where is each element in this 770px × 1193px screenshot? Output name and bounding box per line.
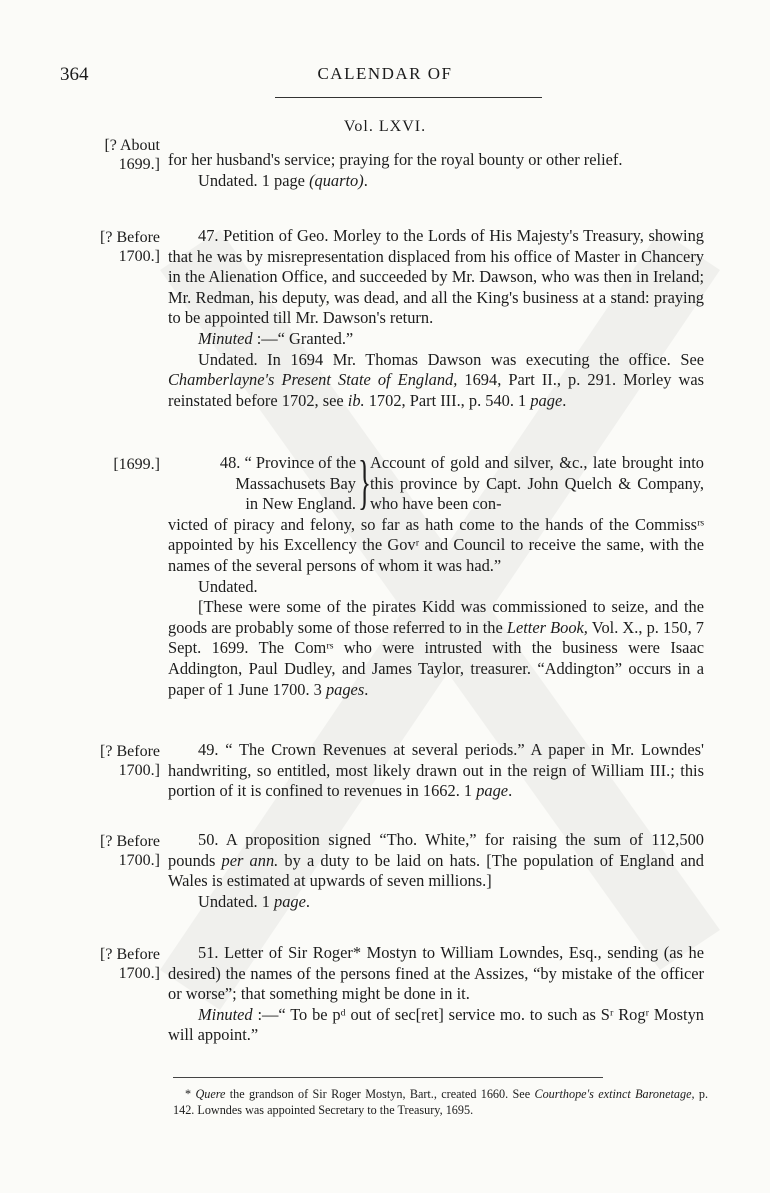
- entry-50: [168, 830, 704, 912]
- entry-minute: Minuted :—“ Granted.”: [198, 328, 354, 348]
- margin-date: [? Before 1700.]: [100, 743, 160, 779]
- entry-note: Undated. 1 page (quarto).: [198, 170, 368, 190]
- running-title: CALENDAR OF: [317, 64, 453, 83]
- bracketed-heading: 48. “ Province of the Massachusets Bay in New England. } Account of gold and silver, &c., late brought into this province by Capt. John Quelch & Company, who have been con-: [219, 449, 704, 515]
- margin-date: [? Before 1700.]: [100, 833, 160, 869]
- entry-48: [168, 449, 704, 700]
- entry-note: Undated. In 1694 Mr. Thomas Dawson was executing the office. See Chamberlayne's Present State of England, 1694, Part II., p. 291. Morley was reinstated before 1702, see ib. 1702, Part III., p. 540. 1 page.: [168, 349, 704, 410]
- footnote-rule: [173, 1077, 603, 1078]
- footnote: * Quere the grandson of Sir Roger Mostyn, Bart., created 1660. See Courthope's extinct Baronetage, p. 142. Lowndes was appointed Secretary to the Treasury, 1695.: [173, 1087, 709, 1117]
- margin-date: [? Before 1700.]: [100, 946, 160, 982]
- entry-51: [168, 943, 704, 1046]
- page-number: 364: [60, 64, 89, 85]
- margin-date: [? Before 1700.]: [100, 229, 160, 265]
- entry-text: 50. A proposition signed “Tho. White,” for raising the sum of 112,500 pounds per ann. by a duty to be laid on hats. [The population of England and Wales is estimated at upwards of seven millions.]: [168, 830, 704, 891]
- entry-47: [168, 226, 704, 411]
- header-rule: [275, 97, 542, 98]
- entry-text: victed of piracy and felony, so far as hath come to the hands of the Commissʳˢ appointed by his Excellency the Govʳ and Council to receive the same, with the names of the several persons of whom it was had.”: [168, 514, 704, 575]
- entry-undated: Undated.: [198, 576, 258, 596]
- brace-icon: }: [358, 449, 371, 515]
- margin-date: [? About 1699.]: [104, 137, 160, 173]
- entry-text: 49. “ The Crown Revenues at several periods.” A paper in Mr. Lowndes' handwriting, so entitled, most likely drawn out in the reign of William III.; this portion of it is confined to revenues in 1662. 1 page.: [168, 740, 704, 801]
- margin-date: [1699.]: [113, 456, 160, 473]
- entry-continuation: [168, 150, 704, 191]
- entry-minute: Minuted :—“ To be pᵈ out of sec[ret] service mo. to such as Sʳ Rogʳ Mostyn will appoint.”: [168, 1004, 704, 1045]
- entry-49: [168, 740, 704, 802]
- entry-note: Undated. 1 page.: [198, 891, 310, 911]
- volume-heading: Vol. LXVI.: [343, 118, 427, 135]
- entry-text: 47. Petition of Geo. Morley to the Lords of His Majesty's Treasury, showing that he was by misrepresentation displaced from his office of Master in Chancery in the Alienation Office, and succeeded by Mr. Dawson, who was then in Ireland; Mr. Redman, his deputy, was dead, and all the King's business at a stand: praying to be appointed till Mr. Dawson's return.: [168, 226, 704, 328]
- entry-note: [These were some of the pirates Kidd was commissioned to seize, and the goods are probably some of those referred to in the Letter Book, Vol. X., p. 150, 7 Sept. 1699. The Comʳˢ who were intrusted with the business were Isaac Addington, Paul Dudley, and James Taylor, treasurer. “Addington” occurs in a paper of 1 June 1700. 3 pages.: [168, 597, 704, 699]
- entry-text: 51. Letter of Sir Roger* Mostyn to William Lowndes, Esq., sending (as he desired) the names of the persons fined at the Assizes, “by mistake of the officer or worse”; that something might be done in it.: [168, 943, 704, 1004]
- entry-text: for her husband's service; praying for the royal bounty or other relief.: [168, 150, 623, 169]
